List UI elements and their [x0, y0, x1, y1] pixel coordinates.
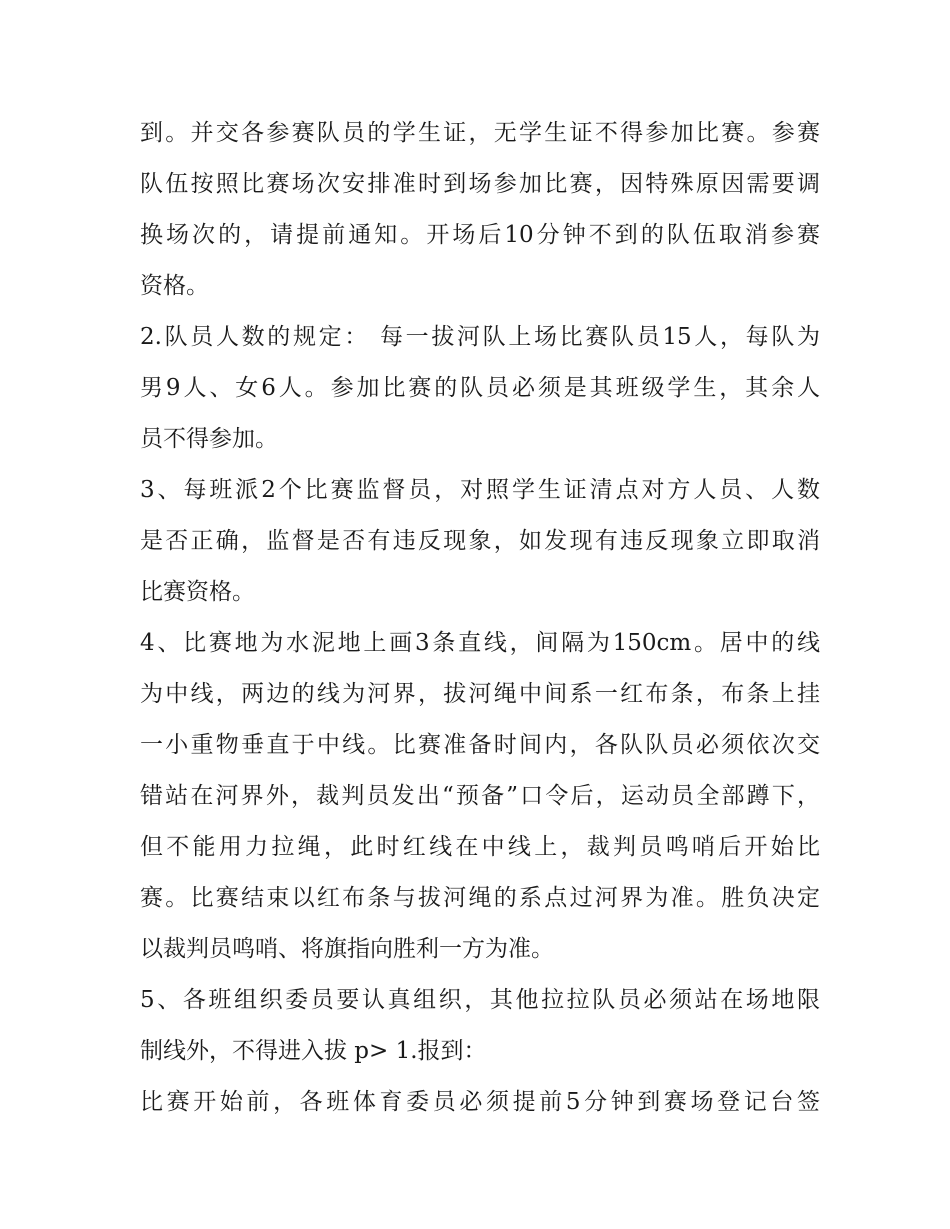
text-line: 赛。比赛结束以红布条与拔河绳的系点过河界为准。胜负决定	[140, 885, 820, 911]
text-line: 一小重物垂直于中线。比赛准备时间内，各队队员必须依次交	[140, 732, 820, 758]
text-line: 换场次的，请提前通知。开场后10分钟不到的队伍取消参赛	[140, 222, 820, 248]
text-line: 比赛开始前，各班体育委员必须提前5分钟到赛场登记台签	[140, 1089, 820, 1115]
text-line: 4、比赛地为水泥地上画3条直线，间隔为150cm。居中的线	[140, 630, 820, 656]
text-line: 3、每班派2个比赛监督员，对照学生证清点对方人员、人数	[140, 477, 820, 503]
text-line: 队伍按照比赛场次安排准时到场参加比赛，因特殊原因需要调	[140, 171, 820, 197]
text-line: 制线外，不得进入拔 p> 1.报到：	[140, 1038, 487, 1064]
text-line: 错站在河界外，裁判员发出“预备”口令后，运动员全部蹲下，	[140, 783, 820, 809]
text-line: 是否正确，监督是否有违反现象，如发现有违反现象立即取消	[140, 528, 820, 554]
text-line: 为中线，两边的线为河界，拔河绳中间系一红布条，布条上挂	[140, 681, 820, 707]
document-body	[140, 108, 820, 1128]
text-line: 男9人、女6人。参加比赛的队员必须是其班级学生，其余人	[140, 375, 820, 401]
text-line: 员不得参加。	[140, 426, 278, 452]
text-line: 比赛资格。	[140, 579, 255, 605]
text-line: 5、各班组织委员要认真组织，其他拉拉队员必须站在场地限	[140, 987, 820, 1013]
text-line: 但不能用力拉绳，此时红线在中线上，裁判员鸣哨后开始比	[140, 834, 820, 860]
text-line: 到。并交各参赛队员的学生证，无学生证不得参加比赛。参赛	[140, 120, 820, 146]
text-line: 以裁判员鸣哨、将旗指向胜利一方为准。	[140, 936, 554, 962]
text-line: 资格。	[140, 273, 209, 299]
text-line: 2.队员人数的规定： 每一拔河队上场比赛队员15人，每队为	[140, 324, 820, 350]
